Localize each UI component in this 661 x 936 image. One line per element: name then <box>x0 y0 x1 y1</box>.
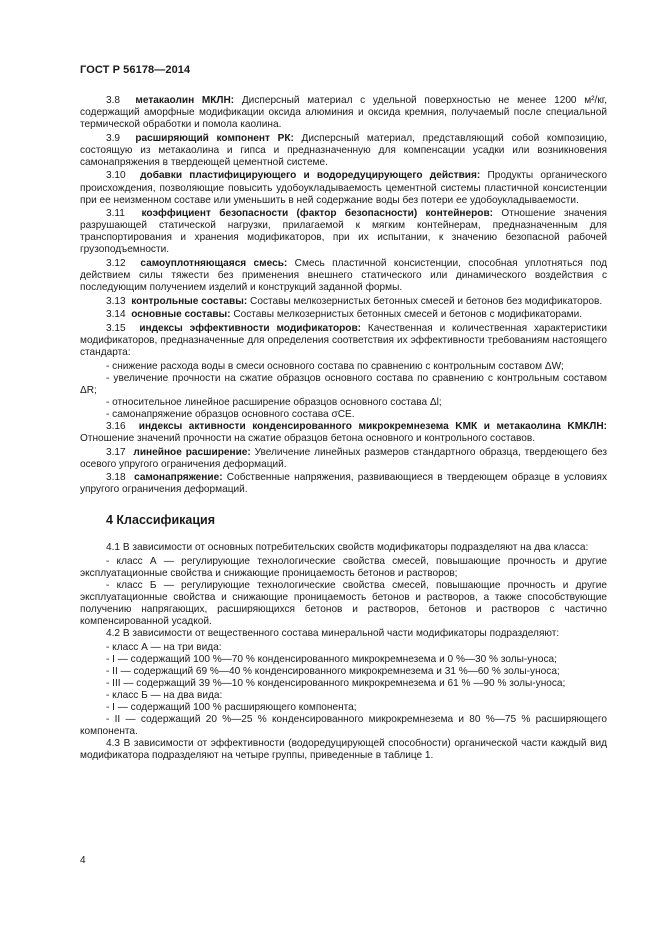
definition-3-14: 3.14 основные составы: Составы мелкозернистых бетонных смесей и бетонов с модификаторами. <box>106 309 583 321</box>
page-number: 4 <box>80 855 86 866</box>
definition-3-13: 3.13 контрольные составы: Составы мелкозернистых бетонных смесей и бетонов без модификаторов. <box>106 295 603 307</box>
list-item: - класс А — регулирующие технологические свойства смесей, повышающие прочность и другие эксплуатационные свойства и снижающие проницаемость бетонов и растворов; <box>80 556 607 580</box>
definition-3-15: 3.15 индексы эффективности модификаторов: Качественная и количественная характеристики модификаторов, предназначенные для определения соответствия их эффективности требованиям настоящего стандарта: <box>80 323 607 359</box>
definition-3-12: 3.12 самоуплотняющаяся смесь: Смесь пластичной консистенции, способная уплотняться под действием силы тяжести без применения внешнего статического или динамического воздействия с последующим получением изделий и конструкций заданной формы. <box>80 257 607 294</box>
list-item: - увеличение прочности на сжатие образцов основного состава по сравнению с контрольным составом ΔR; <box>80 372 607 396</box>
list-item: - самонапряжение образцов основного состава σCE. <box>106 408 355 420</box>
definition-3-8: 3.8 метакаолин МКЛН: Дисперсный материал с удельной поверхностью не менее 1200 м²/кг, содержащий аморфные модификации оксида алюминия и оксида кремния, получаемый после специальной термической обработки и помола каолина. <box>80 95 607 131</box>
list-item: - относительное линейное расширение образцов основного состава Δl; <box>106 396 442 408</box>
standard-header: ГОСТ Р 56178—2014 <box>80 64 191 76</box>
section-heading: 4 Классификация <box>106 513 216 528</box>
list-item: - класс А — на три вида: <box>106 642 222 654</box>
list-item: - III — содержащий 39 %—10 % конденсированного микрокремнезема и 61 % —90 % золы-уноса; <box>106 678 566 690</box>
list-item: - II — содержащий 69 %—40 % конденсированного микрокремнезема и 31 %—60 % золы-уноса; <box>106 666 560 678</box>
list-item: - класс Б — регулирующие технологические свойства смесей, повышающие прочность и другие эксплуатационные свойства и снижающие проницаемость бетонов и растворов, а также способствующие получению напрягающих, расширяющихся бетонов и растворов, бетонов и растворов с частично компенсированной усадкой. <box>80 580 607 628</box>
definition-3-10: 3.10 добавки пластифицирующего и водоредуцирующего действия: Продукты органического происхождения, позволяющие повысить удобоукладываемость цементной системы пластичной консистенции при ее неизменном составе или уменьшить в ней содержание воды без потери ее удобоукладываемости. <box>80 170 607 206</box>
definition-3-18: 3.18 самонапряжение: Собственные напряжения, развивающиеся в твердеющем образце в условиях упругого ограничения деформаций. <box>80 472 608 496</box>
list-item: - I — содержащий 100 %—70 % конденсированного микрокремнезема и 0 %—30 % золы-уноса; <box>106 654 557 666</box>
clause-4-3: 4.3 В зависимости от эффективности (водоредуцирующей способности) органической части каждый вид модификатора подразделяют на четыре группы, приведенные в таблице 1. <box>80 738 607 762</box>
list-item: - класс Б — на два вида: <box>106 690 223 702</box>
list-item: - снижение расхода воды в смеси основного состава по сравнению с контрольным составом ΔW; <box>106 360 564 372</box>
clause-4-2: 4.2 В зависимости от вещественного состава минеральной части модификаторы подразделяют: <box>106 628 560 640</box>
clause-4-1: 4.1 В зависимости от основных потребительских свойств модификаторы подразделяют на два класса: <box>106 542 589 554</box>
page-content <box>80 95 607 764</box>
definition-3-11: 3.11 коэффициент безопасности (фактор безопасности) контейнеров: Отношение значения разрушающей статической нагрузки, прилагаемой к мягким контейнерам, предназначенным для транспортирования и хранения модификаторов, при их испытании, к значению безопасной рабочей грузоподъемности. <box>80 208 607 256</box>
definition-3-9: 3.9 расширяющий компонент РК: Дисперсный материал, представляющий собой композицию, состоящую из метакаолина и гипса и предназначенную для компенсации усадки или возникновения самонапряжения в твердеющей цементной системе. <box>80 132 608 168</box>
list-item: - I — содержащий 100 % расширяющего компонента; <box>106 702 357 714</box>
definition-3-16: 3.16 индексы активности конденсированного микрокремнезема KМК и метакаолина KМКЛН: Отношение значений прочности на сжатие образцов бетона основного и контрольного составов. <box>80 420 607 445</box>
definition-3-17: 3.17 линейное расширение: Увеличение линейных размеров стандартного образца, твердеющего без осевого упругого ограничения деформаций. <box>80 446 608 470</box>
list-item: - II — содержащий 20 %—25 % конденсированного микрокремнезема и 80 %—75 % расширяющего компонента. <box>80 714 607 738</box>
